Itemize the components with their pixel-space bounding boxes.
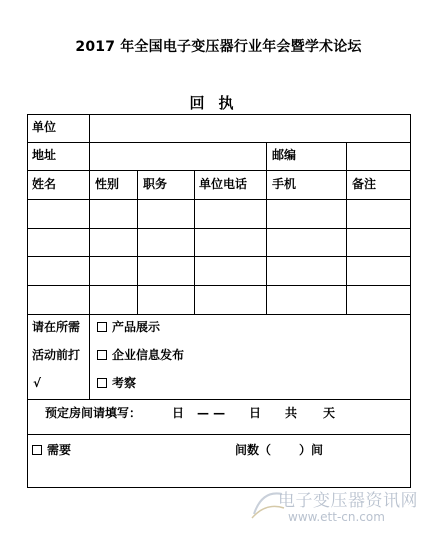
watermark-url: www.ett-cn.com [288, 510, 385, 524]
room-day-start: 日 [172, 406, 185, 420]
option-label: 企业信息发布 [112, 348, 185, 362]
col-remarks: 备注 [352, 177, 377, 191]
room-days-label: 天 [323, 406, 336, 420]
reply-form-table [27, 114, 411, 488]
checkbox-icon[interactable] [97, 378, 107, 388]
room-day-end: 日 [249, 406, 262, 420]
checkbox-icon[interactable] [97, 322, 107, 332]
need-room-label: 需要 [47, 443, 72, 457]
document-subtitle: 回执 [189, 94, 248, 112]
document-title: 2017 年全国电子变压器行业年会暨学术论坛 [75, 39, 362, 55]
site-watermark [248, 486, 423, 530]
col-unit-phone: 单位电话 [199, 177, 248, 191]
room-dash: — — [197, 406, 226, 420]
watermark-site-name: 电子变压器资讯网 [278, 491, 418, 511]
activity-note-line-3: √ [33, 376, 42, 390]
checkbox-icon[interactable] [97, 350, 107, 360]
room-total-label: 共 [285, 406, 298, 420]
col-position: 职务 [143, 177, 168, 191]
option-label: 产品展示 [112, 320, 161, 334]
checkbox-icon[interactable] [32, 445, 42, 455]
option-company-info[interactable] [97, 348, 184, 362]
room-count-label: 间数（ [235, 443, 272, 457]
col-mobile: 手机 [272, 177, 297, 191]
option-label: 考察 [112, 376, 137, 390]
unit-label: 单位 [32, 120, 57, 134]
room-count-close: ）间 [299, 443, 324, 457]
room-reservation-label: 预定房间请填写： [45, 406, 142, 420]
activity-note-line-2: 活动前打 [32, 348, 81, 362]
address-label: 地址 [32, 148, 57, 162]
option-need-room[interactable] [32, 443, 71, 457]
activity-note-line-1: 请在所需 [32, 320, 81, 334]
col-name: 姓名 [32, 177, 57, 191]
col-gender: 性别 [95, 177, 120, 191]
option-product-display[interactable] [97, 320, 160, 334]
postcode-label: 邮编 [272, 148, 297, 162]
option-inspection[interactable] [97, 376, 136, 390]
